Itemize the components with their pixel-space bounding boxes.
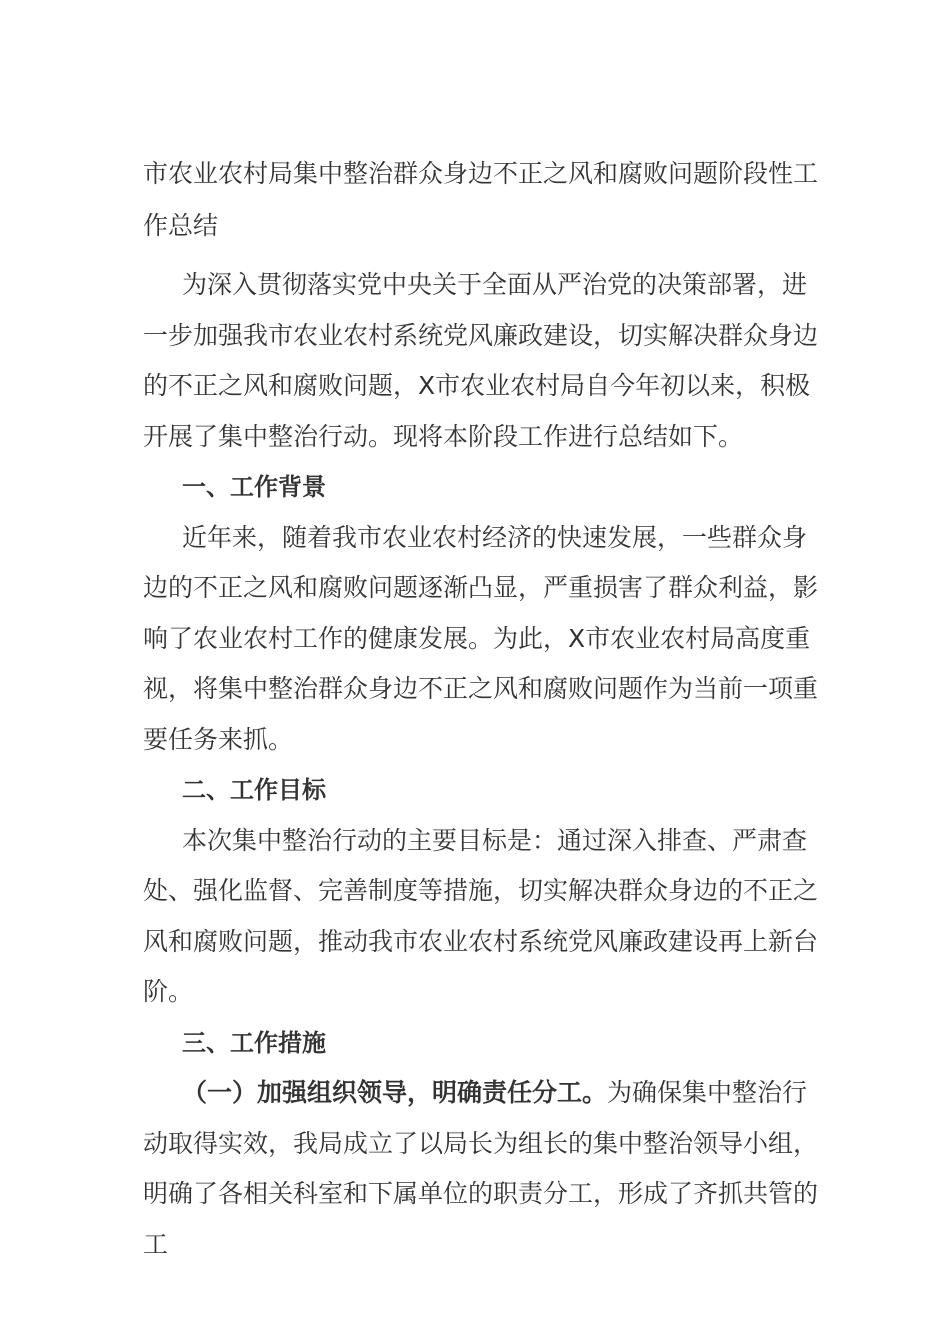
intro-paragraph: 为深入贯彻落实党中央关于全面从严治党的决策部署，进一步加强我市农业农村系统党风廉政建设，切实解决群众身边的不正之风和腐败问题，X市农业农村局自今年初以来，积极开展了集中整治行动。现将本阶段工作进行总结如下。	[143, 270, 819, 451]
section-heading-goals: 二、工作目标	[182, 776, 326, 804]
section-heading-measures: 三、工作措施	[182, 1028, 326, 1057]
subsection-paragraph	[143, 1068, 818, 1270]
section-body-background: 近年来，随着我市农业农村经济的快速发展，一些群众身边的不正之风和腐败问题逐渐凸显，严重损害了群众利益，影响了农业农村工作的健康发展。为此，X市农业农村局高度重视，将集中整治群众身边不正之风和腐败问题作为当前一项重要任务来抓。	[143, 522, 819, 754]
document-title: 市农业农村局集中整治群众身边不正之风和腐败问题阶段性工作总结	[143, 159, 819, 240]
section-body-goals: 本次集中整治行动的主要目标是：通过深入排查、严肃查处、强化监督、完善制度等措施，切实解决群众身边的不正之风和腐败问题，推动我市农业农村系统党风廉政建设再上新台阶。	[143, 825, 819, 1006]
subsection-body: 为确保集中整治行动取得实效，我局成立了以局长为组长的集中整治领导小组，明确了各相关科室和下属单位的职责分工，形成了齐抓共管的工	[143, 1078, 819, 1259]
document-body	[143, 148, 818, 1270]
section-heading-background: 一、工作背景	[182, 473, 326, 501]
subsection-lead: （一）加强组织领导，明确责任分工。	[182, 1078, 608, 1107]
